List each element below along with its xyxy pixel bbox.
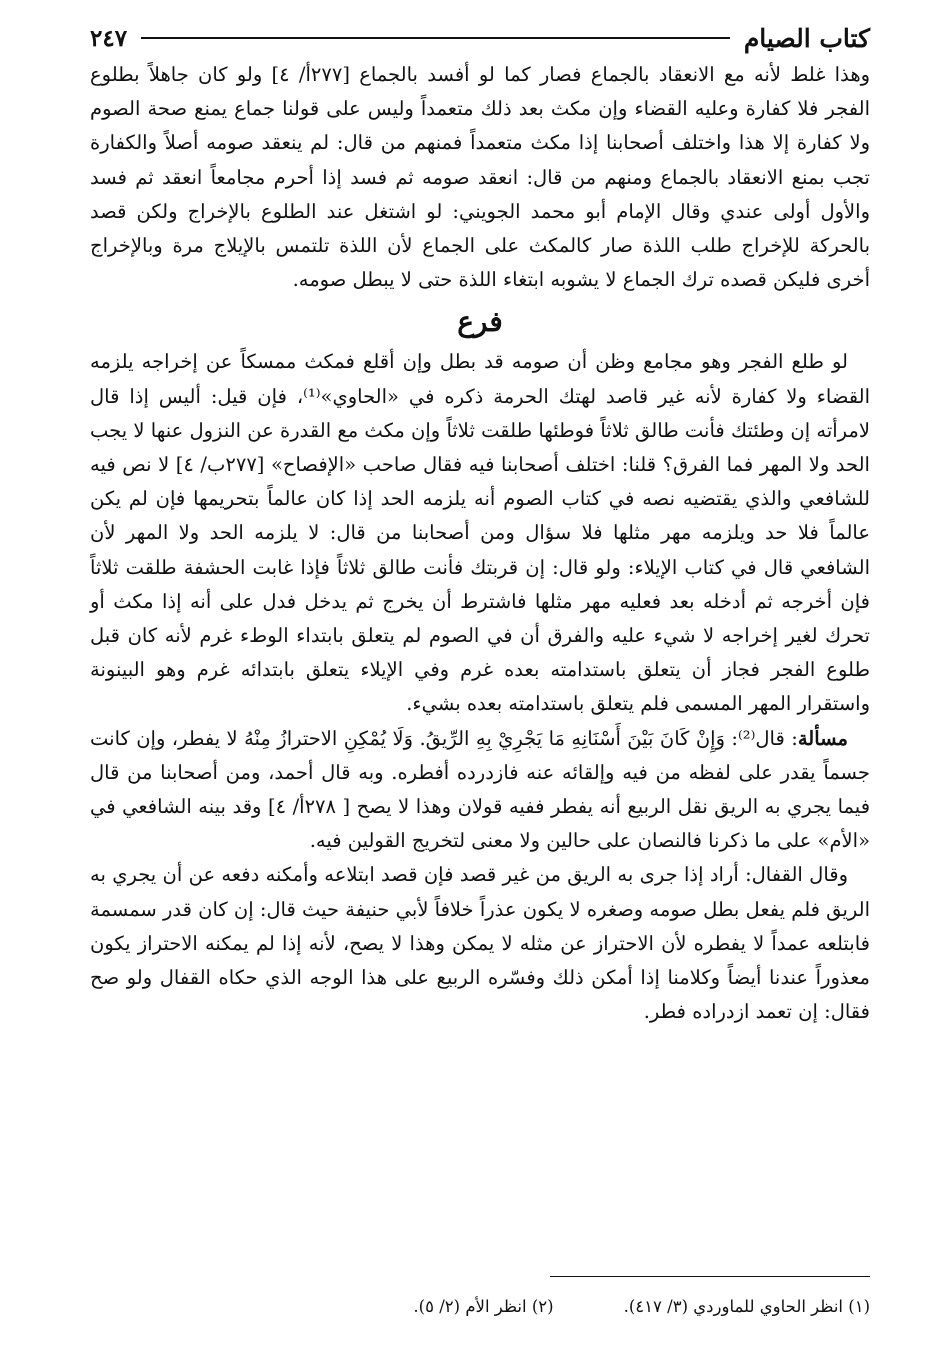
paragraph: لو طلع الفجر وهو مجامع وظن أن صومه قد بطل وإن أقلع فمكث ممسكاً عن إخراجه يلزمه القضاء ولا كفارة لأنه غير قاصد لهتك الحرمة ذكره في «الحاوي»⁽¹⁾، فإن قيل: أليس إذا قال لامرأته إن وطئتك فأنت طالق ثلاثاً فوطئها طلقت ثلاثاً وإن مكث مع القدرة عن النزول عنها لا يجب الحد ولا المهر فما الفرق؟ قلنا: اختلف أصحابنا فيه فقال صاحب «الإفصاح» [٢٧٧ب/ ٤] لا نص فيه للشافعي والذي يقتضيه نصه في كتاب الصوم أنه يلزمه الحد إذا كان عالماً بتحريمها فإن لم يكن عالماً فلا حد ويلزمه مهر مثلها فلا سؤال ومن أصحابنا من قال: لا يلزمه الحد ولا المهر لأن الشافعي قال في كتاب الإيلاء: ولو قال: إن قربتك فأنت طالق ثلاثاً فإذا غابت الحشفة طلقت ثلاثاً فإن أخرجه ثم أدخله بعد فعليه مهر مثلها فاشترط أن يخرج ثم يدخل فدل على أنه إذا مكث أو تحرك لغير إخراجه لا شيء عليه والفرق أن في الصوم لم يتعلق بابتداء الوطء غرم لأنه كان قبل طلوع الفجر فجاز أن يتعلق باستدامته بعده غرم وفي الإيلاء يتعلق بابتدائه غرم وهو البينونة واستقرار المهر المسمى فلم يتعلق باستدامته بعده بشيء. [90,350,870,716]
issue-paragraph [90,722,870,859]
header-rule [141,37,730,39]
footnotes [90,1294,870,1320]
page-header [90,18,870,58]
page-number: ٢٤٧ [90,24,128,52]
footnote-2: (٢) انظر الأم (٢/ ٥). [413,1297,554,1316]
issue-text: : قال⁽²⁾: وَإِنْ كَانَ بَيْنَ أَسْنَانِهِ مَا يَجْرِيْ بِهِ الرِّيقُ. وَلَا يُمْكِنِ الاحترازُ مِنْهُ لا يفطر، وإن كانت جسماً يقدر على لفظه من فيه وإلقائه عنه فازدرده أفطره. وبه قال أحمد، ومن أصحابنا من قال فيما يجري به الريق نقل الربيع أنه يفطر ففيه قولان وهذا لا يصح [ ٢٧٨أ/ ٤] وقد بينه الشافعي في «الأم» على ما ذكرنا فالنصان على حالين ولا معنى لتخريج القولين فيه. [90,726,871,853]
paragraph: وقال القفال: أراد إذا جرى به الريق من غير قصد فإن قصد ابتلاعه وأمكنه دفعه عن أن يجري به الريق فلم يفعل بطل صومه وصغره لا يكون عذراً خلافاً لأبي حنيفة حيث قال: إن كان قدر سمسمة فابتلعه عمداً لا يفطره لأن الاحتراز عن مثله لا يمكن وهذا لا يصح، لأنه إذا لم يمكنه الاحتراز يكون معذوراً عندنا أيضاً وكلامنا إذا أمكن ذلك وفسّره الربيع على هذا الوجه الذي حكاه القفال ولو صح فقال: إن تعمد ازدراده فطر. [90,863,870,1024]
paragraph: وهذا غلط لأنه مع الانعقاد بالجماع فصار كما لو أفسد بالجماع [٢٧٧أ/ ٤] ولو كان جاهلاً بطلوع الفجر فلا كفارة وعليه القضاء وإن مكث بعد ذلك متعمداً وليس على قولنا جماع يمنع صحة الصوم ولا كفارة إلا هذا واختلف أصحابنا إذا مكث متعمداً فمنهم من قال: لم ينعقد صومه أصلاً والكفارة تجب بمنع الانعقاد بالجماع ومنهم من قال: انعقد صومه ثم فسد إذا أحرم مجامعاً انعقد ثم فسد والأول أولى عندي وقال الإمام أبو محمد الجويني: لو اشتغل عند الطلوع بالإخراج ولكن قصد بالحركة للإخراج طلب اللذة صار كالمكث على الجماع لأن اللذة تلتمس بالإيلاج مرة وبالإخراج أخرى فليكن قصده ترك الجماع لا يشوبه ابتغاء اللذة حتى لا يبطل صومه. [90,63,871,292]
footnote-1: (١) انظر الحاوي للماوردي (٣/ ٤١٧). [623,1297,870,1316]
book-title: كتاب الصيام [743,23,870,53]
issue-label: مسألة [797,726,848,750]
body-text [90,58,870,1029]
footnote-rule [550,1276,870,1277]
section-heading: فرع [457,305,503,339]
document-page [90,18,870,1338]
